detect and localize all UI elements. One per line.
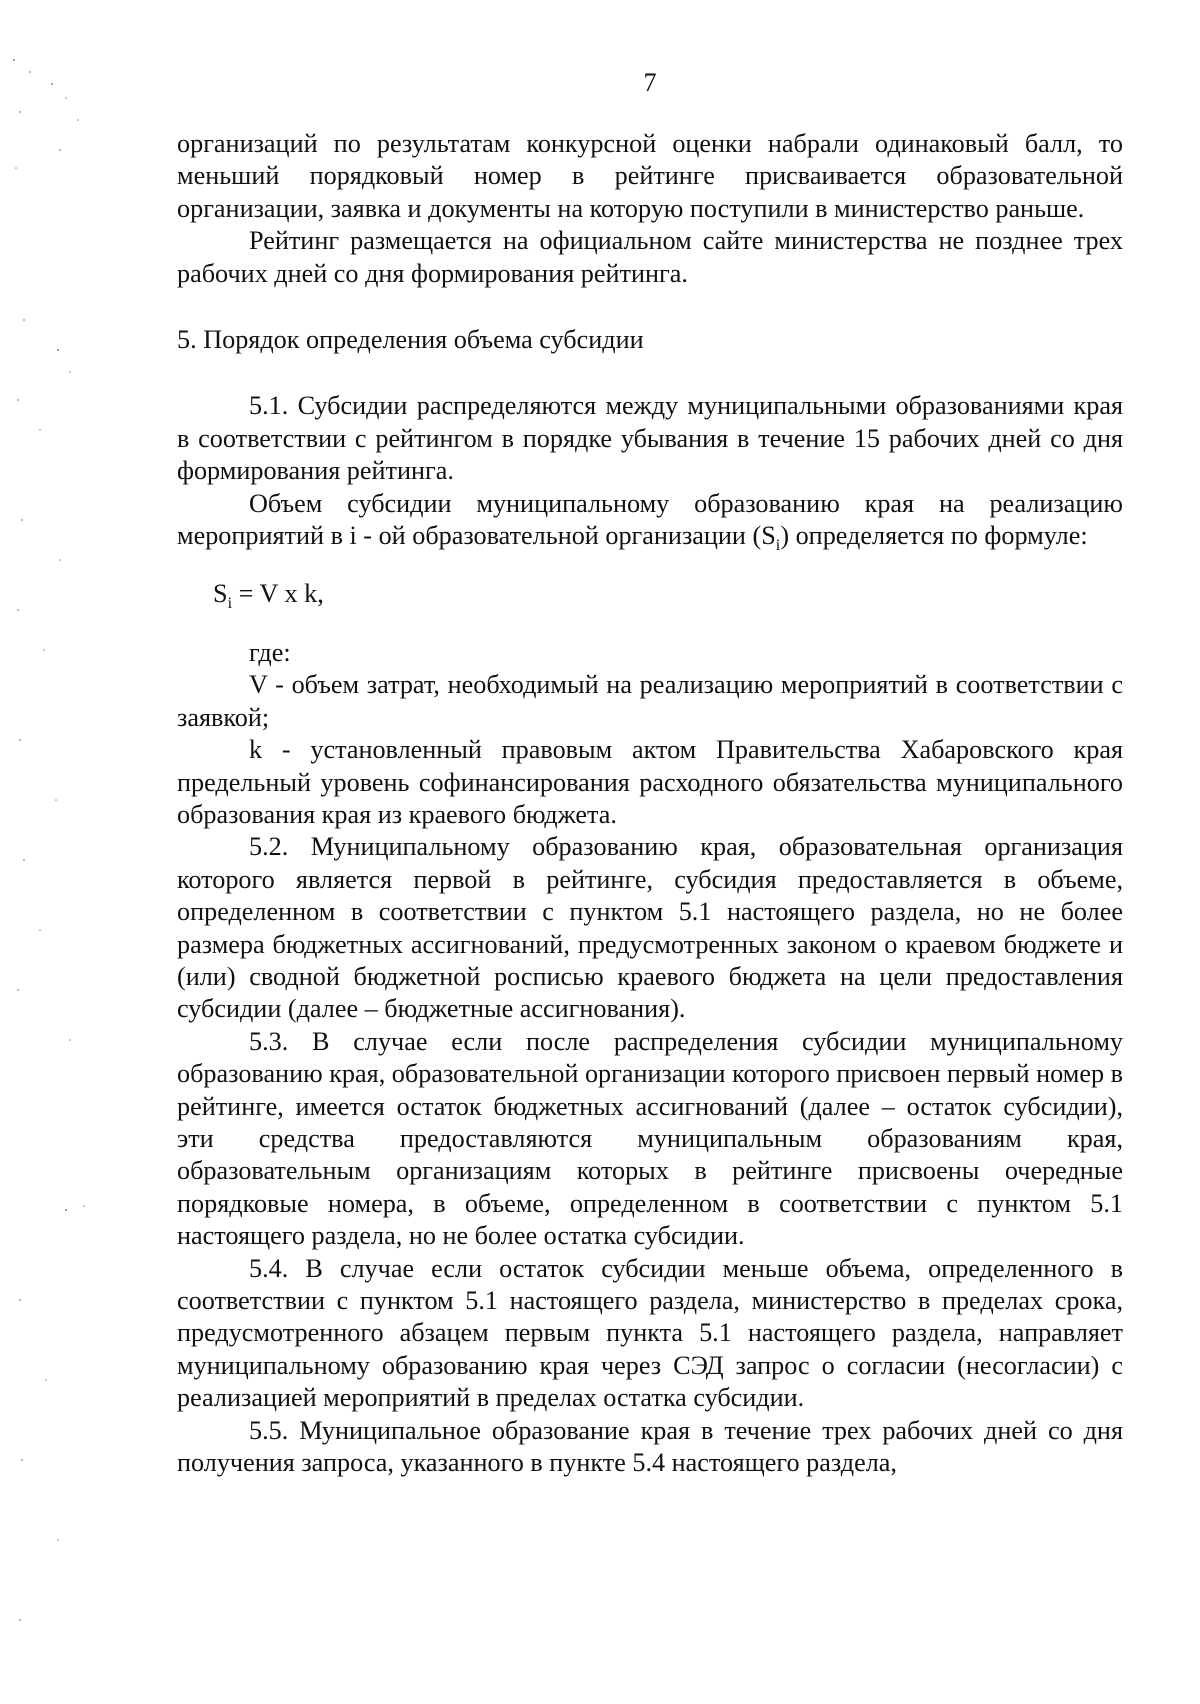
formula-rhs: = V x k, bbox=[232, 579, 324, 609]
paragraph-5-1: 5.1. Субсидии распределяются между муниципальными образованиями края в соответствии с рейтингом в порядке убывания в течение 15 рабочих дней со дня формирования рейтинга. bbox=[177, 391, 1123, 486]
section-heading: 5. Порядок определения объема субсидии bbox=[177, 325, 644, 355]
definition-k: k - установленный правовым актом Правительства Хабаровского края предельный уровень софинансирования расходного обязательства муниципального образования края из краевого бюджета. bbox=[177, 735, 1123, 829]
paragraph-5-3: 5.3. В случае если после распределения субсидии муниципальному образованию края, образовательной организации которого присвоен первый номер в рейтинге, имеется остаток бюджетных ассигнований (далее – остаток субсидии), эти средства предоставляются муниципальным образованиям края, образовательным организациям которых в рейтинге присвоены очередные порядковые номера, в объеме, определенном в соответствии с пунктом 5.1 настоящего раздела, но не более остатка субсидии. bbox=[177, 1026, 1123, 1251]
volume-subscript: i bbox=[775, 536, 781, 555]
paragraph-5-2: 5.2. Муниципальному образованию края, образовательная организация которого является первой в рейтинге, субсидия предоставляется в объеме, определенном в соответствии с пунктом 5.1 настоящего раздела, но не более размера бюджетных ассигнований, предусмотренных законом о краевом бюджете и (или) сводной бюджетной росписью краевого бюджета на цели предоставления субсидии (далее – бюджетные ассигнования). bbox=[177, 832, 1123, 1024]
volume-text-before: Объем субсидии муниципальному образованию края на реализацию мероприятий в i - ой образовательной организации (S bbox=[177, 488, 1123, 551]
definition-v: V - объем затрат, необходимый на реализацию мероприятий в соответствии с заявкой; bbox=[177, 670, 1123, 732]
page-number: 7 bbox=[643, 68, 657, 97]
paragraph-5-5: 5.5. Муниципальное образование края в течение трех рабочих дней со дня получения запроса, указанного в пункте 5.4 настоящего раздела, bbox=[177, 1415, 1123, 1478]
paragraph-rating-tie: организаций по результатам конкурсной оценки набрали одинаковый балл, то меньший порядковый номер в рейтинге присваивается образовательной организации, заявка и документы на которую поступили в министерство раньше. bbox=[177, 129, 1123, 223]
volume-text-after: ) определяется по формуле: bbox=[780, 521, 1088, 551]
paragraph-rating-publication: Рейтинг размещается на официальном сайте министерства не позднее трех рабочих дней со дня формирования рейтинга. bbox=[177, 226, 1123, 288]
where-label: где: bbox=[249, 637, 291, 667]
scan-margin-noise bbox=[0, 0, 120, 1704]
document-body bbox=[177, 128, 1123, 1479]
formula-lhs: S bbox=[213, 579, 228, 609]
paragraph-5-4: 5.4. В случае если остаток субсидии меньше объема, определенного в соответствии с пунктом 5.1 настоящего раздела, министерство в пределах срока, предусмотренного абзацем первым пункта 5.1 настоящего раздела, направляет муниципальному образованию края через СЭД запрос о согласии (несогласии) с реализацией мероприятий в пределах остатка субсидии. bbox=[177, 1253, 1123, 1413]
formula bbox=[177, 578, 1123, 613]
paragraph-volume-formula-intro bbox=[177, 488, 1123, 553]
formula-subscript: i bbox=[227, 594, 233, 613]
